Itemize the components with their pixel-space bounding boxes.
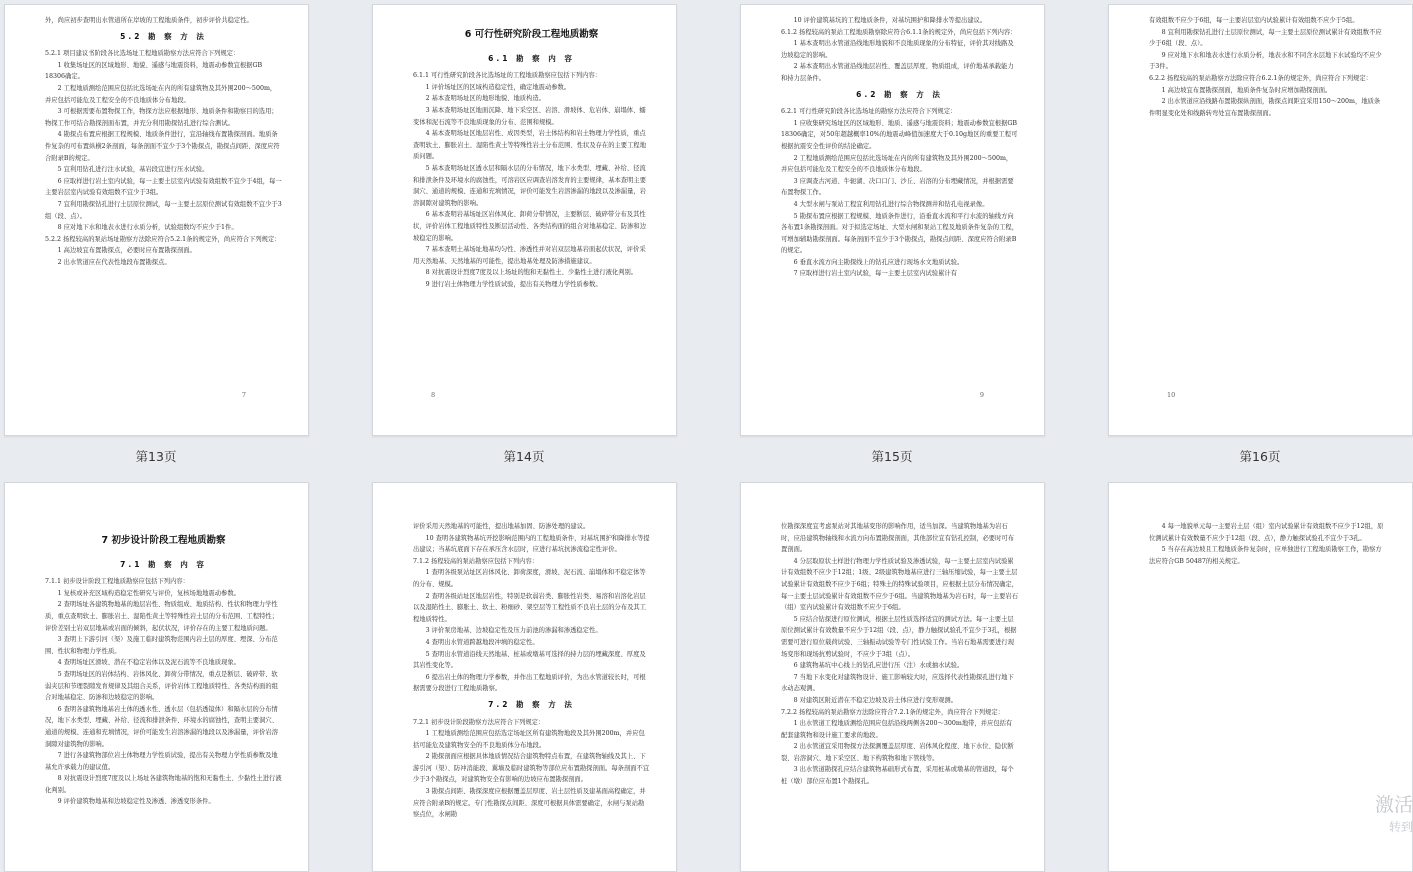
text-line: 5 应结合钻探进行原位测试，根据土层性质选择适宜的测试方法。每一主要土层原位测试累计有效数量不应少于12组（段、点），静力触探试验孔不宜少于3孔，根据需要可进行原位载荷试验、三轴振动试验等专门性试验工作。当岩石地基需要进行现场变形和现场抗剪试验时，不应少于3组（点）。 xyxy=(781,615,1017,658)
text-line: 3 查明上下游引河（渠）及施工临时建筑物范围内岩土层的厚度、埋深、分布范围、性状和物理力学性质。 xyxy=(45,636,278,655)
page-14-body xyxy=(413,70,650,290)
text-line: 7.2.2 扬程较高的泵站勘察方法除应符合7.2.1条的规定外，尚应符合下列规定： xyxy=(781,708,1004,716)
text-line: 2 工程地质测绘范围应包括比选场址在内的所有建筑物及其外围200～500m，并应包括可能危及工程安全的不良地质体分布地段。 xyxy=(45,84,277,104)
page-16-number: 10 xyxy=(1167,391,1176,399)
page-19-body xyxy=(781,521,1018,788)
text-line: 7 进行各建筑物部位岩土体物理力学性质试验，提出有关物理力学性质参数及地基允许承载力的建议值。 xyxy=(45,752,278,771)
document-page-14[interactable] xyxy=(372,4,677,436)
text-line: 1 高边坡宜布置勘探点，必要时应布置勘探剖面。 xyxy=(57,247,196,255)
text-line: 2 基本查明出水管道沿线地层岩性、覆盖层厚度、物质组成，评价地基承载能力和持力层条件。 xyxy=(781,63,1014,82)
text-line: 6.1.1 可行性研究阶段各比选场址的工程地质勘察应包括下列内容： xyxy=(413,72,602,80)
text-line: 2 查明场址各建筑物地基的地层岩性、物质组成、地质结构、性状和物理力学性质，重点查明软土、膨胀岩土、湿陷性黄土等特殊性岩土层的分布范围、工程特性；评价差别土岩双层地基或岩面的倾斜，起伏状况，评价存在的主要工程地质问题。 xyxy=(45,601,278,632)
text-line: 7.2.1 初步设计阶段勘察方法应符合下列规定： xyxy=(413,718,545,726)
text-line: 10 评价建筑基坑的工程地质条件，对基坑围护和降排水等提出建议。 xyxy=(793,17,987,24)
text-line: 8 对抗震设计烈度7度及以上场址的饱和无黏性土、少黏性土进行液化判别。 xyxy=(425,269,638,277)
text-line: 4 分层取原状土样进行物理力学性质试验及渗透试验，每一主要土层室内试验累计有效组数不应少于12组；1级、2级建筑物地基应进行三轴压缩试验，每一主要土层试验累计有效组数不应少于6组；特殊土的特殊试验项目，应根据土层分布情况确定，每一主要土层试验累计有效组数不应少于6组。当建筑物地基为岩石时，每一主要岩石（组）室内试验累计有效组数不应少于6组。 xyxy=(781,557,1018,612)
page-20-text xyxy=(1149,521,1386,567)
text-line: 1 复核或补充区域构造稳定性研究与评价，复核场地地震动参数。 xyxy=(57,589,240,597)
page-18-text xyxy=(413,521,650,821)
page-20-body xyxy=(1149,521,1386,567)
page-13-caption[interactable]: 第13页 xyxy=(135,449,177,464)
text-line: 6 应取样进行岩土室内试验，每一主要土层室内试验有效组数不宜少于4组，每一主要岩层室内试验有效组数不宜少于3组。 xyxy=(45,177,282,197)
text-line: 5 当存在高边坡且工程地质条件复杂时，应单独进行工程地质勘察工作，勘察方法应符合GB 50487的相关规定。 xyxy=(1149,546,1382,565)
text-line: 5 宜利用钻孔进行注水试验，基岩段宜进行压水试验。 xyxy=(57,166,209,174)
text-line: 8 对抗震设计烈度7度及以上场址各建筑物地基的饱和无黏性土、少黏性土进行液化判别。 xyxy=(45,775,282,794)
page-13-top xyxy=(45,15,282,27)
text-line: 10 查明各建筑物基坑开挖影响范围内的工程地质条件，对基坑围护和降排水等提出建议；当基坑底面下存在承压含水层时，应进行基坑抗渗流稳定性评价。 xyxy=(413,534,650,554)
text-line: 8 应对地下水和地表水进行水质分析，试验组数均不应少于1件。 xyxy=(57,224,238,232)
text-line: 1 评价场址区的区域构造稳定性，确定地震动参数。 xyxy=(425,83,571,91)
text-line: 5.2.2 扬程较高的泵站场址勘察方法除应符合5.2.1条的规定外，尚应符合下列规定： xyxy=(45,235,281,243)
text-line: 4 大型水闸与泵站工程宜利用钻孔进行综合物探测井和钻孔电视录像。 xyxy=(793,200,989,208)
text-line: 1 出水管道工程地质测绘范围应包括沿线两侧各200～300m地带，并应包括有配套建筑物和设计施工要求的地段。 xyxy=(781,720,1013,739)
page-17-body xyxy=(45,576,282,808)
text-line: 2 出水管道应沿线路布置勘探纵剖面，勘探点间距宜采用150～200m，地质条件明显变化处和线路转弯处宜布置勘探剖面。 xyxy=(1149,98,1381,117)
text-line: 评价采用天然地基的可能性，提出地基加固、防渗处理的建议。 xyxy=(413,523,590,530)
page-14-number: 8 xyxy=(431,391,436,399)
text-line: 8 对建筑区附近潜在不稳定边坡及岩土体应进行变形观测。 xyxy=(793,696,958,704)
text-line: 有效组数不应少于6组，每一主要岩层室内试验累计有效组数不应少于5组。 xyxy=(1149,17,1359,24)
text-line: 7 当地下水变化对建筑物设计、施工影响较大时，应选择代表性勘探孔进行地下水动态观测。 xyxy=(781,673,1014,693)
page-18-body xyxy=(413,717,650,821)
text-line: 6.1.2 扬程较高的泵站工程地质勘察除应符合6.1.1条的规定外，尚应包括下列内容： xyxy=(781,28,1017,36)
text-line: 6 建筑物基坑中心线上的钻孔应进行压（注）水或抽水试验。 xyxy=(793,662,964,670)
text-line: 3 出水管道勘探孔应结合建筑物基础形式布置，采用桩基或墩基的管道段，每个桩（墩）部位应布置1个勘探孔。 xyxy=(781,766,1014,786)
document-page-13[interactable] xyxy=(4,4,309,436)
text-line: 1 工程地质测绘范围应包括选定场址区所有建筑物地段及其外围200m，并应包括可能危及建筑物安全的不良地质体分布地段。 xyxy=(413,730,645,749)
document-page-15[interactable] xyxy=(740,4,1045,436)
text-line: 4 每一地貌单元每一主要岩土层（组）室内试验累计有效组数不应少于12组，原位测试累计有效数量不应少于12组（段、点），静力触探试验孔不宜少于3孔。 xyxy=(1149,523,1384,542)
text-line: 5.2.1 项目建议书阶段各比选场址工程地质勘察方法应符合下列规定： xyxy=(45,50,240,58)
text-line: 9 应对地下水和地表水进行水质分析，地表水和不同含水层地下水试验均不应少于3件。 xyxy=(1149,51,1382,71)
text-line: 5 基本查明场址区透水层和隔水层的分布情况，地下水类型、埋藏、补给、径流和排泄条件及环境水的腐蚀性，可溶岩区应调查岩溶发育的主要规律，基本查明主要洞穴、通道的规模、连通和充填情况，评价可能发生岩溶渗漏的地段以及渗漏量，岩溶洞隙对建筑物的影响。 xyxy=(413,164,646,207)
page-14-caption[interactable]: 第14页 xyxy=(503,449,545,464)
page-15-number: 9 xyxy=(979,391,984,399)
text-line: 4 基本查明场址区地层岩性、成因类型，岩土体结构和岩土物理力学性质，重点查明软土、膨胀岩土、湿陷性黄土等特殊性岩土分布范围、性状及存在的主要工程地质问题。 xyxy=(413,130,646,161)
page-13-number: 7 xyxy=(241,391,246,399)
text-line: 9 评价建筑物地基和边坡稳定性及渗透、渗透变形条件。 xyxy=(57,798,215,806)
text-line: 9 进行岩土体物理力学性质试验，提出有关物理力学性质参数。 xyxy=(425,280,602,288)
document-page-20[interactable] xyxy=(1108,482,1413,872)
text-line: 3 勘探点间距、勘探深度应根据覆盖层厚度、岩土层性质及建基面高程确定，并应符合附录B的规定。专门性勘探点间距、深度可根据具体需要确定，水闸与泵站勘察点位，水闸勘 xyxy=(413,788,646,819)
page-13-body xyxy=(45,48,282,268)
text-line: 1 应收集研究场址区的区域地形、地质、遥感与地震资料；地震动参数宜根据GB 18306确定，对50年超越概率10%的地震动峰值加速度大于0.10g地区的重要工程可根据抗震安全性评价的结论确定。 xyxy=(781,119,1018,150)
text-line: 6 基本查明岩基场址区岩体风化、卸荷分带情况，主要断层、破碎带分布及其性状，评价岩体工程地质特性及断层活动性、各类结构面的组合对地基稳定、防渗和边坡稳定的影响。 xyxy=(413,211,646,242)
text-line: 6 提出岩土体的物理力学参数，并作出工程地质评价，为出水管道较长时，可根据需要分段进行工程地质勘察。 xyxy=(413,673,646,693)
page-15-top xyxy=(781,15,1018,85)
text-line: 4 查明出水管道跨越地段冲填的稳定性。 xyxy=(425,638,539,646)
text-line: 3 评价泵房地基、边坡稳定性及压力前池的渗漏和渗透稳定性。 xyxy=(425,627,602,635)
text-line: 7 应取样进行岩土室内试验，每一主要土层室内试验累计有 xyxy=(793,270,958,278)
text-line: 4 勘探点布置应根据工程规模、地质条件进行，宜沿轴线布置勘探剖面。地质条件复杂的可布置纵横2条剖面，每条剖面不宜少于3个勘探点，勘探点间距、深度应符合附录B的规定。 xyxy=(45,131,280,162)
text-line: 1 基本查明出水管道沿线地形地貌和不良地质现象的分布特征，评价其对线路及边坡稳定的影响。 xyxy=(781,40,1014,59)
text-line: 1 高边坡宜布置勘探剖面，地质条件复杂时应增加勘探剖面。 xyxy=(1161,86,1332,94)
text-line: 3 可根据需要布置物探工作，物探方法应根据地形、地质条件和勘察目的选用；物探工作可结合勘探剖面布置，并充分利用勘探钻孔进行综合测试。 xyxy=(45,108,278,127)
text-line: 1 收集场址区的区域地形、地貌、遥感与地震资料，地震动参数宜根据GB 18306确定。 xyxy=(45,61,263,81)
page-16-text xyxy=(1149,15,1386,119)
page-18-section-title: 7.2 勘 察 方 法 xyxy=(488,699,575,709)
text-line: 2 出水管道宜采用物探方法探测覆盖层厚度、岩体风化程度、地下水位、隐伏断裂、岩溶洞穴、地下采空区、地下构筑物和地下管线等。 xyxy=(781,743,1014,762)
text-line: 4 查明场址区滑坡、潜在不稳定岩体以及泥石流等不良地质现象。 xyxy=(57,659,240,667)
document-page-16[interactable] xyxy=(1108,4,1413,436)
page-17-chapter-title: 7 初步设计阶段工程地质勘察 xyxy=(101,535,226,546)
page-16-body xyxy=(1149,15,1386,119)
text-line: 2 勘探剖面应根据具体地质情况结合建筑物特点布置，在建筑物轴线及其上、下游引河（渠）、防冲消能段、翼墙及临时建筑物等部位应布置勘探剖面。每条剖面不宜少于3个勘探点，对建筑物安全有影响的边坡应布置勘探剖面。 xyxy=(413,753,650,784)
text-line: 7.1.1 初步设计阶段工程地质勘察应包括下列内容： xyxy=(45,578,189,586)
page-18-top xyxy=(413,521,650,695)
text-line: 位勘探深度宜考虑泵站对其地基变形的影响作用，适当加深。当建筑物地基为岩石时，应沿建筑物轴线和水流方向布置勘探剖面，其他部位宜有钻孔控制，必要时可布置剖面。 xyxy=(781,523,1014,554)
text-line: 2 查明各级站址区地层岩性，特别是软弱岩类、膨胀性岩类、易溶和岩溶化岩层以及湿陷性土、膨胀土、软土、粉细砂、架空层等工程性质不良岩土层的分布及其工程地质特性。 xyxy=(413,592,646,623)
text-line: 6.2.2 扬程较高的泵站勘察方法除应符合6.2.1条的规定外，尚应符合下列规定： xyxy=(1149,74,1372,82)
page-14-text xyxy=(413,29,650,290)
document-page-19[interactable] xyxy=(740,482,1045,872)
page-15-caption[interactable]: 第15页 xyxy=(871,449,913,464)
page-15-body xyxy=(781,106,1018,280)
page-15-text xyxy=(781,15,1018,280)
document-page-17[interactable] xyxy=(4,482,309,872)
page-16-caption[interactable]: 第16页 xyxy=(1239,449,1281,464)
text-line: 1 查明各级泵站址区岩体风化、卸荷深度，滑坡、泥石流、崩塌体和不稳定体等的分布、规模。 xyxy=(413,569,646,588)
text-line: 2 工程地质测绘范围应包括比选场址在内的所有建筑物及其外围200～500m，并应包括可能危及工程安全的不良地质体分布地段。 xyxy=(781,154,1013,174)
text-line: 5 查明场址区的岩体结构、岩体风化、卸荷分带情况，重点是断层、破碎带、软弱夹层和节理裂隙发育规律及其组合关系，评价岩体工程地质特性、各类结构面的组合对地基稳定、防渗和边坡稳定的影响。 xyxy=(45,670,278,702)
text-line: 7 宜利用勘探钻孔进行土层原位测试，每一主要土层原位测试有效组数不宜少于3组（段、点）。 xyxy=(45,200,282,220)
text-line: 5 勘探布置应根据工程规模、地质条件进行，沿垂直水流和平行水流的轴线方向各布置1条勘探剖面。对于拟选定场址、大型水闸和泵站工程及地质条件复杂的工程，可增加辅助勘探剖面。每条剖面不宜少于3个勘探点，勘探点间距、深度应符合附录B的规定。 xyxy=(781,212,1018,255)
text-line: 2 出水管道应在代表性地段布置勘探点。 xyxy=(57,258,171,266)
page-14-section-title: 6.1 勘 察 内 容 xyxy=(488,53,575,63)
text-line: 2 基本查明场址区的地形地貌、地质构造。 xyxy=(425,95,545,103)
watermark-line2: 转到 xyxy=(1388,820,1413,834)
page-13-text xyxy=(45,15,282,268)
page-19-text xyxy=(781,521,1018,788)
text-line: 8 宜利用勘探钻孔进行土层原位测试，每一主要土层原位测试累计有效组数不应少于6组（段、点）。 xyxy=(1149,28,1382,48)
text-line: 6 垂直水流方向主勘探线上的钻孔应进行现场水文地质试验。 xyxy=(793,258,964,266)
text-line: 外，尚应初步查明出水管道所在岸坡的工程地质条件，初步评价共稳定性。 xyxy=(45,17,253,24)
document-page-18[interactable] xyxy=(372,482,677,872)
text-line: 3 应调查古河道、牛轭湖、决口口门、沙丘、岩溶的分布埋藏情况，并根据需要布置物探工作。 xyxy=(781,177,1014,197)
page-17-text xyxy=(45,535,282,808)
watermark-line1: 激活 xyxy=(1374,794,1413,816)
text-line: 3 基本查明场址区地面沉降、地下采空区、岩溶、滑坡体、危岩体、崩塌体、蠕变体和泥石流等不良地质现象的分布、范围和规模。 xyxy=(413,106,646,126)
page-15-section-title: 6.2 勘 察 方 法 xyxy=(856,89,943,99)
text-line: 5 查明出水管道沿线天然地基、桩基或墩基可选择的持力层的埋藏深度、厚度及其岩性变化等。 xyxy=(413,650,646,670)
page-14-chapter-title: 6 可行性研究阶段工程地质勘察 xyxy=(464,29,599,40)
text-line: 7 基本查明土基场址地基均匀性、渗透性并对岩双层地基岩面起伏状况，评价采用天然地基、天然地基的可能性，提出地基处理及防渗措施建议。 xyxy=(413,246,646,265)
text-line: 7.1.2 扬程较高的泵站勘察应包括下列内容： xyxy=(413,557,539,565)
page-13-section-title: 5.2 勘 察 方 法 xyxy=(120,31,207,41)
page-17-section-title: 7.1 勘 察 内 容 xyxy=(120,559,207,569)
text-line: 6 查明各建筑物地基岩土体的透水性、透水层（包括透镜体）和隔水层的分布情况，地下水类型、埋藏、补给、径流和排泄条件、环境水的腐蚀性，查明主要洞穴、通道的规模、连通和充填情况，评价可能发生岩溶渗漏的地段以及渗漏量，评价岩溶洞隙对建筑物的影响。 xyxy=(45,705,278,748)
text-line: 6.2.1 可行性研究阶段各比选场址的勘察方法应符合下列规定： xyxy=(781,108,957,116)
